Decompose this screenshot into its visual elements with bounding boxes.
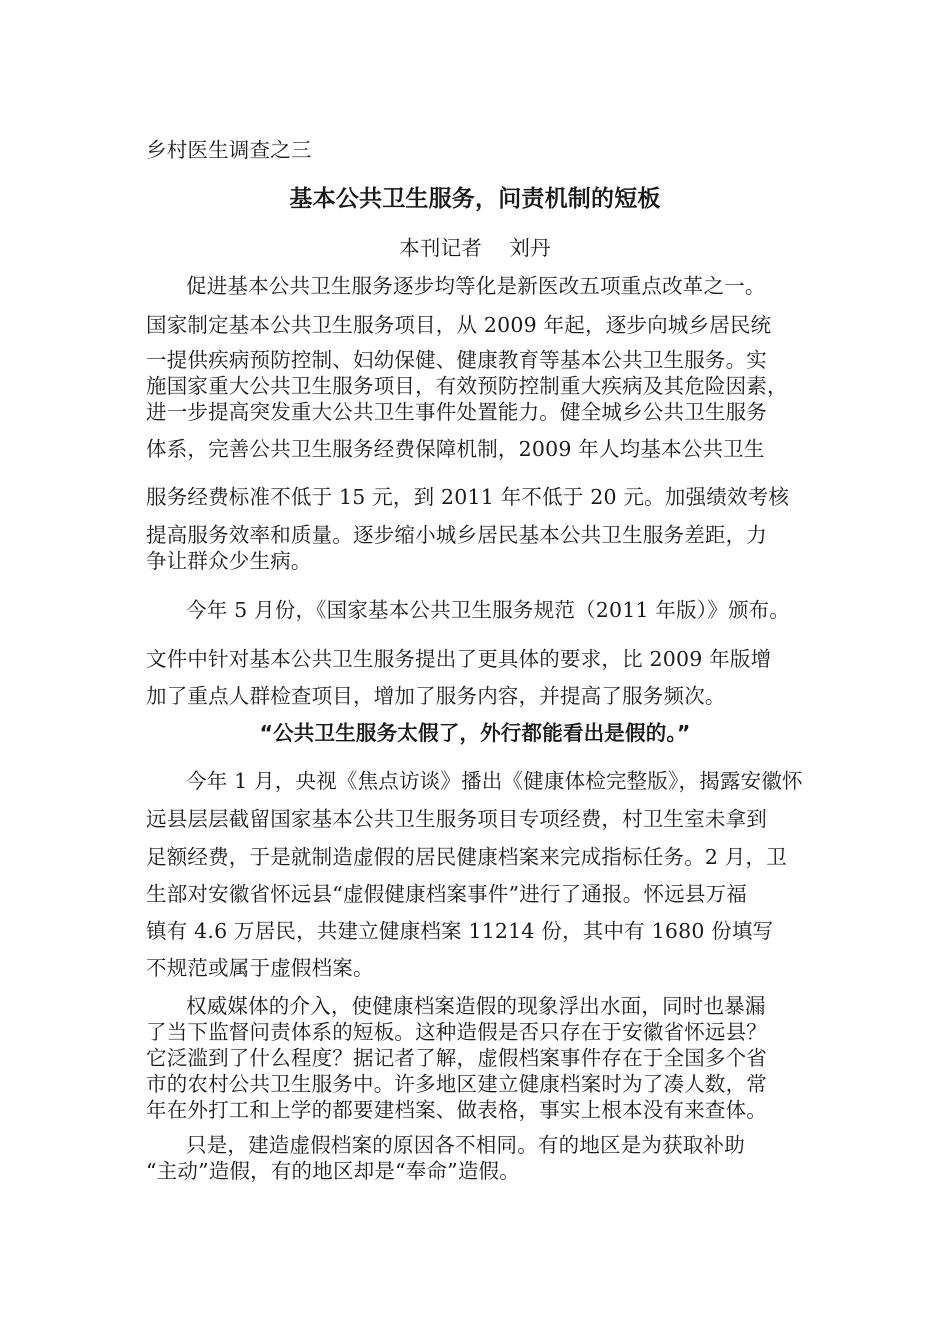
section-subheading: “公共卫生服务太假了，外行都能看出是假的。” bbox=[259, 721, 691, 745]
paragraph-1-line-4: 施国家重大公共卫生服务项目，有效预防控制重大疾病及其危险因素， bbox=[146, 374, 788, 398]
series-label: 乡村医生调查之三 bbox=[146, 138, 312, 162]
paragraph-4-line-3: 它泛滥到了什么程度？据记者了解，虚假档案事件存在于全国多个省 bbox=[146, 1046, 767, 1070]
paragraph-3-line-3: 足额经费，于是就制造虚假的居民健康档案来完成指标任务。2 月，卫 bbox=[146, 845, 787, 869]
paragraph-1-line-9: 争让群众少生病。 bbox=[146, 549, 312, 573]
paragraph-2-line-3: 加了重点人群检查项目，增加了服务内容，并提高了服务频次。 bbox=[146, 684, 726, 708]
paragraph-1-line-2: 国家制定基本公共卫生服务项目，从 2009 年起，逐步向城乡居民统 bbox=[146, 313, 772, 337]
paragraph-4-line-2: 了当下监督问责体系的短板。这种造假是否只存在于安徽省怀远县？ bbox=[146, 1020, 767, 1044]
paragraph-1-line-6: 体系，完善公共卫生服务经费保障机制，2009 年人均基本公共卫生 bbox=[146, 437, 765, 461]
paragraph-3-line-1: 今年 1 月，央视《焦点访谈》播出《健康体检完整版》，揭露安徽怀 bbox=[186, 769, 803, 793]
paragraph-5-line-1: 只是，建造虚假档案的原因各不相同。有的地区是为获取补助 bbox=[186, 1133, 745, 1157]
paragraph-2-line-1: 今年 5 月份，《国家基本公共卫生服务规范（2011 年版）》颁布。 bbox=[186, 598, 791, 622]
paragraph-1-line-3: 一提供疾病预防控制、妇幼保健、健康教育等基本公共卫生服务。实 bbox=[146, 348, 767, 372]
paragraph-4-line-4: 市的农村公共卫生服务中。许多地区建立健康档案时为了凑人数，常 bbox=[146, 1072, 767, 1096]
paragraph-1-line-5: 进一步提高突发重大公共卫生事件处置能力。健全城乡公共卫生服务 bbox=[146, 400, 767, 424]
byline: 本刊记者 刘丹 bbox=[399, 236, 551, 260]
paragraph-2-line-2: 文件中针对基本公共卫生服务提出了更具体的要求，比 2009 年版增 bbox=[146, 647, 772, 671]
paragraph-3-line-6: 不规范或属于虚假档案。 bbox=[146, 956, 374, 980]
paragraph-1-line-7: 服务经费标准不低于 15 元，到 2011 年不低于 20 元。加强绩效考核 bbox=[146, 485, 790, 509]
paragraph-3-line-5: 镇有 4.6 万居民，共建立健康档案 11214 份，其中有 1680 份填写 bbox=[146, 919, 774, 943]
paragraph-5-line-2: “主动”造假，有的地区却是“奉命”造假。 bbox=[146, 1159, 520, 1183]
paragraph-4-line-1: 权威媒体的介入，使健康档案造假的现象浮出水面，同时也暴漏 bbox=[186, 994, 766, 1018]
paragraph-1-line-1: 促进基本公共卫生服务逐步均等化是新医改五项重点改革之一。 bbox=[186, 274, 766, 298]
article-title: 基本公共卫生服务，问责机制的短板 bbox=[289, 186, 661, 212]
paragraph-1-line-8: 提高服务效率和质量。逐步缩小城乡居民基本公共卫生服务差距，力 bbox=[146, 523, 767, 547]
paragraph-3-line-2: 远县层层截留国家基本公共卫生服务项目专项经费，村卫生室未拿到 bbox=[146, 807, 767, 831]
paragraph-3-line-4: 生部对安徽省怀远县“虚假健康档案事件”进行了通报。怀远县万福 bbox=[146, 882, 747, 906]
paragraph-4-line-5: 年在外打工和上学的都要建档案、做表格，事实上根本没有来查体。 bbox=[146, 1098, 767, 1122]
